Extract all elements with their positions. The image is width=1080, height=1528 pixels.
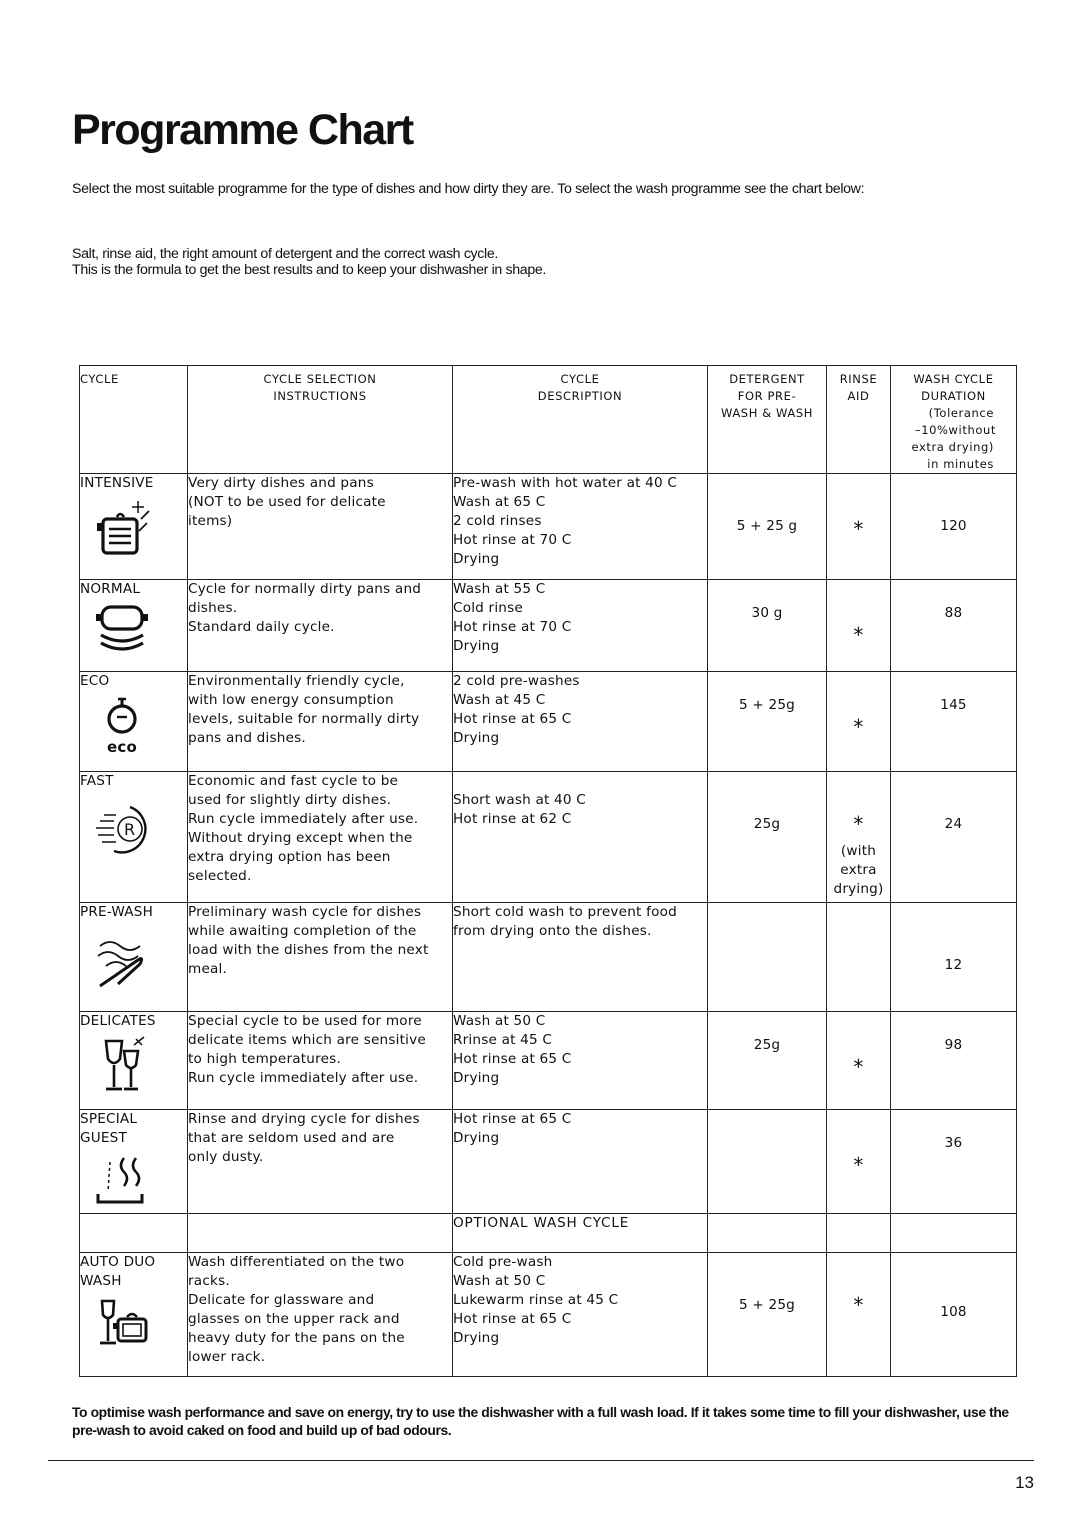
- detergent-cell: [708, 474, 827, 580]
- detergent-value: 5 + 25g: [738, 697, 795, 713]
- selection-line: levels, suitable for normally dirty: [188, 711, 420, 727]
- description-line: Short wash at 40 C: [453, 792, 586, 808]
- description-line: Hot rinse at 65 C: [453, 1311, 572, 1327]
- header-text: RINSE: [839, 372, 878, 386]
- rinse-aid-mark: *: [853, 715, 864, 739]
- header-selection: [188, 366, 453, 474]
- rinse-cell: [827, 1110, 891, 1214]
- selection-line: meal.: [188, 961, 228, 977]
- description-line: Wash at 55 C: [453, 581, 546, 597]
- empty-cell: [708, 1214, 827, 1253]
- intro-text: Select the most suitable programme for the type of dishes and how dirty they are. To select the wash programme see the chart below:: [72, 181, 865, 197]
- selection-cell: [188, 672, 453, 772]
- description-line: Cold rinse: [453, 600, 523, 616]
- duration-cell: [891, 903, 1017, 1012]
- description-line: Drying: [453, 730, 500, 746]
- rinse-aid-mark: *: [853, 1055, 864, 1079]
- header-text: CYCLE: [560, 372, 600, 386]
- selection-line: Run cycle immediately after use.: [188, 1070, 419, 1086]
- duration-cell: [891, 580, 1017, 672]
- selection-line: load with the dishes from the next: [188, 942, 429, 958]
- formula-text: [72, 246, 546, 278]
- description-line: Wash at 65 C: [453, 494, 546, 510]
- cycle-name: INTENSIVE: [80, 475, 154, 491]
- description-line: Hot rinse at 70 C: [453, 532, 572, 548]
- duration-cell: [891, 1253, 1017, 1377]
- selection-line: lower rack.: [188, 1349, 266, 1365]
- description-cell: [453, 1253, 708, 1377]
- description-cell: [453, 474, 708, 580]
- header-text: DESCRIPTION: [537, 389, 623, 403]
- duration-value: 145: [940, 697, 967, 713]
- cycle-cell: [80, 580, 188, 672]
- rinse-cell: [827, 580, 891, 672]
- duration-cell: [891, 1012, 1017, 1110]
- header-text: CYCLE SELECTION: [263, 372, 377, 386]
- programme-table: [79, 365, 1017, 1377]
- special-guest-steam-icon: [94, 1152, 156, 1208]
- duration-value: 88: [944, 605, 963, 621]
- cycle-name: GUEST: [80, 1130, 128, 1146]
- description-line: Hot rinse at 65 C: [453, 711, 572, 727]
- rinse-note-line: extra: [840, 862, 877, 878]
- duration-value: 24: [944, 816, 963, 832]
- optional-label-row: [80, 1214, 1017, 1253]
- selection-line: Delicate for glassware and: [188, 1292, 375, 1308]
- table-row: [80, 474, 1017, 580]
- description-line: Drying: [453, 638, 500, 654]
- selection-cell: [188, 1110, 453, 1214]
- header-text: AID: [847, 389, 870, 403]
- empty-cell: [891, 1214, 1017, 1253]
- description-line: Drying: [453, 551, 500, 567]
- cycle-name: NORMAL: [80, 581, 141, 597]
- selection-line: Preliminary wash cycle for dishes: [188, 904, 422, 920]
- description-line: 2 cold pre-washes: [453, 673, 580, 689]
- header-text: in minutes: [927, 457, 994, 471]
- table-row: [80, 772, 1017, 903]
- detergent-cell: [708, 772, 827, 903]
- cycle-name: DELICATES: [80, 1013, 156, 1029]
- detergent-cell: [708, 1253, 827, 1377]
- table-row: [80, 1110, 1017, 1214]
- duration-value: 36: [944, 1135, 963, 1151]
- auto-duo-glass-pan-icon: [94, 1295, 156, 1351]
- description-cell: [453, 672, 708, 772]
- cycle-cell: [80, 1012, 188, 1110]
- description-cell: [453, 1110, 708, 1214]
- rinse-cell: [827, 1012, 891, 1110]
- rinse-aid-mark: *: [853, 1153, 864, 1177]
- cycle-name: AUTO DUO: [80, 1254, 156, 1270]
- empty-cell: [827, 1214, 891, 1253]
- eco-label: eco: [107, 738, 137, 756]
- header-text: CYCLE: [80, 372, 119, 386]
- pre-wash-icon: [94, 926, 156, 990]
- duration-value: 120: [940, 518, 967, 534]
- detergent-value: 25g: [753, 1037, 781, 1053]
- cycle-cell: [80, 474, 188, 580]
- table-row: [80, 1253, 1017, 1377]
- rinse-aid-mark: *: [853, 812, 864, 836]
- header-rinse-aid: [827, 366, 891, 474]
- table-row: [80, 580, 1017, 672]
- detergent-cell: [708, 903, 827, 1012]
- cycle-name: SPECIAL: [80, 1111, 138, 1127]
- rinse-note-line: (with: [840, 843, 877, 859]
- selection-line: with low energy consumption: [188, 692, 394, 708]
- description-line: Hot rinse at 65 C: [453, 1051, 572, 1067]
- detergent-cell: [708, 672, 827, 772]
- rinse-cell: [827, 772, 891, 903]
- page-number: 13: [1015, 1473, 1034, 1492]
- description-cell: [453, 580, 708, 672]
- selection-cell: [188, 1012, 453, 1110]
- duration-cell: [891, 474, 1017, 580]
- rinse-cell: [827, 474, 891, 580]
- description-line: Hot rinse at 62 C: [453, 811, 572, 827]
- header-text: FOR PRE-: [737, 389, 797, 403]
- footer-note: To optimise wash performance and save on energy, try to use the dishwasher with a full wash load. If it takes some time to fill your dishwasher, use the pre-wash to avoid caked on food and build up of bad odours.: [72, 1404, 1009, 1438]
- table-row: [80, 1012, 1017, 1110]
- header-text: INSTRUCTIONS: [273, 389, 367, 403]
- cycle-cell: [80, 1253, 188, 1377]
- selection-line: Wash differentiated on the two: [188, 1254, 405, 1270]
- empty-cell: [188, 1214, 453, 1253]
- fast-r-label: R: [124, 820, 136, 839]
- description-line: from drying onto the dishes.: [453, 923, 652, 939]
- header-text: (Tolerance: [928, 406, 994, 420]
- description-line: Hot rinse at 70 C: [453, 619, 572, 635]
- description-cell: [453, 1012, 708, 1110]
- header-duration: [891, 366, 1017, 474]
- duration-value: 98: [944, 1037, 963, 1053]
- description-cell: [453, 903, 708, 1012]
- rinse-aid-mark: *: [853, 517, 864, 541]
- header-text: extra drying): [911, 440, 994, 454]
- selection-line: heavy duty for the pans on the: [188, 1330, 405, 1346]
- rinse-note: [827, 842, 890, 899]
- description-line: Drying: [453, 1330, 500, 1346]
- intensive-pan-icon: [94, 497, 156, 557]
- optional-wash-cycle-label: OPTIONAL WASH CYCLE: [453, 1214, 708, 1253]
- cycle-cell: [80, 1110, 188, 1214]
- description-line: Pre-wash with hot water at 40 C: [453, 475, 678, 491]
- cycle-cell: [80, 903, 188, 1012]
- description-line: Drying: [453, 1070, 500, 1086]
- page-title: Programme Chart: [72, 106, 413, 154]
- header-text: WASH & WASH: [721, 406, 813, 420]
- selection-line: that are seldom used and are: [188, 1130, 395, 1146]
- cycle-name: FAST: [80, 773, 114, 789]
- description-cell: [453, 772, 708, 903]
- description-line: Rrinse at 45 C: [453, 1032, 553, 1048]
- selection-line: Special cycle to be used for more: [188, 1013, 422, 1029]
- table-row: [80, 903, 1017, 1012]
- selection-line: Standard daily cycle.: [188, 619, 335, 635]
- description-line: Drying: [453, 1130, 500, 1146]
- empty-cell: [80, 1214, 188, 1253]
- description-line: 2 cold rinses: [453, 513, 542, 529]
- description-line: Hot rinse at 65 C: [453, 1111, 572, 1127]
- selection-line: glasses on the upper rack and: [188, 1311, 400, 1327]
- header-text: DURATION: [921, 389, 986, 403]
- selection-line: only dusty.: [188, 1149, 264, 1165]
- eco-icon: [94, 695, 156, 757]
- duration-cell: [891, 672, 1017, 772]
- description-line: Lukewarm rinse at 45 C: [453, 1292, 619, 1308]
- detergent-cell: [708, 580, 827, 672]
- cycle-cell: [80, 672, 188, 772]
- selection-line: Without drying except when the: [188, 830, 413, 846]
- header-text: DETERGENT: [729, 372, 805, 386]
- table-header-row: [80, 366, 1017, 474]
- selection-cell: [188, 1253, 453, 1377]
- selection-line: (NOT to be used for delicate: [188, 494, 386, 510]
- selection-line: Rinse and drying cycle for dishes: [188, 1111, 420, 1127]
- selection-line: items): [188, 513, 233, 529]
- duration-cell: [891, 1110, 1017, 1214]
- rinse-aid-mark: *: [853, 1293, 864, 1317]
- selection-line: extra drying option has been: [188, 849, 391, 865]
- cycle-name: ECO: [80, 673, 110, 689]
- rinse-note-line: drying): [833, 881, 884, 897]
- selection-line: delicate items which are sensitive: [188, 1032, 426, 1048]
- detergent-cell: [708, 1012, 827, 1110]
- rinse-cell: [827, 672, 891, 772]
- duration-cell: [891, 772, 1017, 903]
- description-line: Cold pre-wash: [453, 1254, 553, 1270]
- detergent-value: 5 + 25g: [738, 1297, 795, 1313]
- rinse-cell: [827, 903, 891, 1012]
- divider-line: [48, 1460, 1034, 1461]
- selection-cell: [188, 903, 453, 1012]
- selection-line: Environmentally friendly cycle,: [188, 673, 405, 689]
- fast-r-icon: [94, 795, 156, 865]
- header-cycle: [80, 366, 188, 474]
- rinse-cell: [827, 1253, 891, 1377]
- description-line: Short cold wash to prevent food: [453, 904, 677, 920]
- selection-line: Run cycle immediately after use.: [188, 811, 419, 827]
- duration-value: 108: [940, 1304, 967, 1320]
- selection-cell: [188, 580, 453, 672]
- detergent-value: 25g: [753, 816, 781, 832]
- selection-line: to high temperatures.: [188, 1051, 341, 1067]
- detergent-value: 5 + 25 g: [736, 518, 798, 534]
- header-detergent: [708, 366, 827, 474]
- formula-line: This is the formula to get the best results and to keep your dishwasher in shape.: [72, 262, 547, 278]
- selection-line: while awaiting completion of the: [188, 923, 417, 939]
- cycle-name: PRE-WASH: [80, 904, 154, 920]
- rinse-aid-mark: *: [853, 623, 864, 647]
- selection-line: Cycle for normally dirty pans and: [188, 581, 422, 597]
- description-line: Wash at 50 C: [453, 1273, 546, 1289]
- selection-line: pans and dishes.: [188, 730, 306, 746]
- selection-cell: [188, 772, 453, 903]
- detergent-cell: [708, 1110, 827, 1214]
- selection-line: used for slightly dirty dishes.: [188, 792, 392, 808]
- duration-value: 12: [944, 957, 963, 973]
- description-line: Wash at 45 C: [453, 692, 546, 708]
- selection-line: Very dirty dishes and pans: [188, 475, 374, 491]
- table-row: [80, 672, 1017, 772]
- selection-line: Economic and fast cycle to be: [188, 773, 399, 789]
- header-text: WASH CYCLE: [913, 372, 994, 386]
- delicate-glasses-icon: [94, 1035, 156, 1097]
- selection-cell: [188, 474, 453, 580]
- detergent-value: 30 g: [751, 605, 783, 621]
- header-text: –10%without: [914, 423, 996, 437]
- cycle-name: WASH: [80, 1273, 122, 1289]
- cycle-cell: [80, 772, 188, 903]
- description-line: Wash at 50 C: [453, 1013, 546, 1029]
- selection-line: dishes.: [188, 600, 238, 616]
- formula-line: Salt, rinse aid, the right amount of detergent and the correct wash cycle.: [72, 246, 498, 262]
- header-description: [453, 366, 708, 474]
- normal-dishes-icon: [94, 603, 156, 655]
- selection-line: racks.: [188, 1273, 230, 1289]
- selection-line: selected.: [188, 868, 252, 884]
